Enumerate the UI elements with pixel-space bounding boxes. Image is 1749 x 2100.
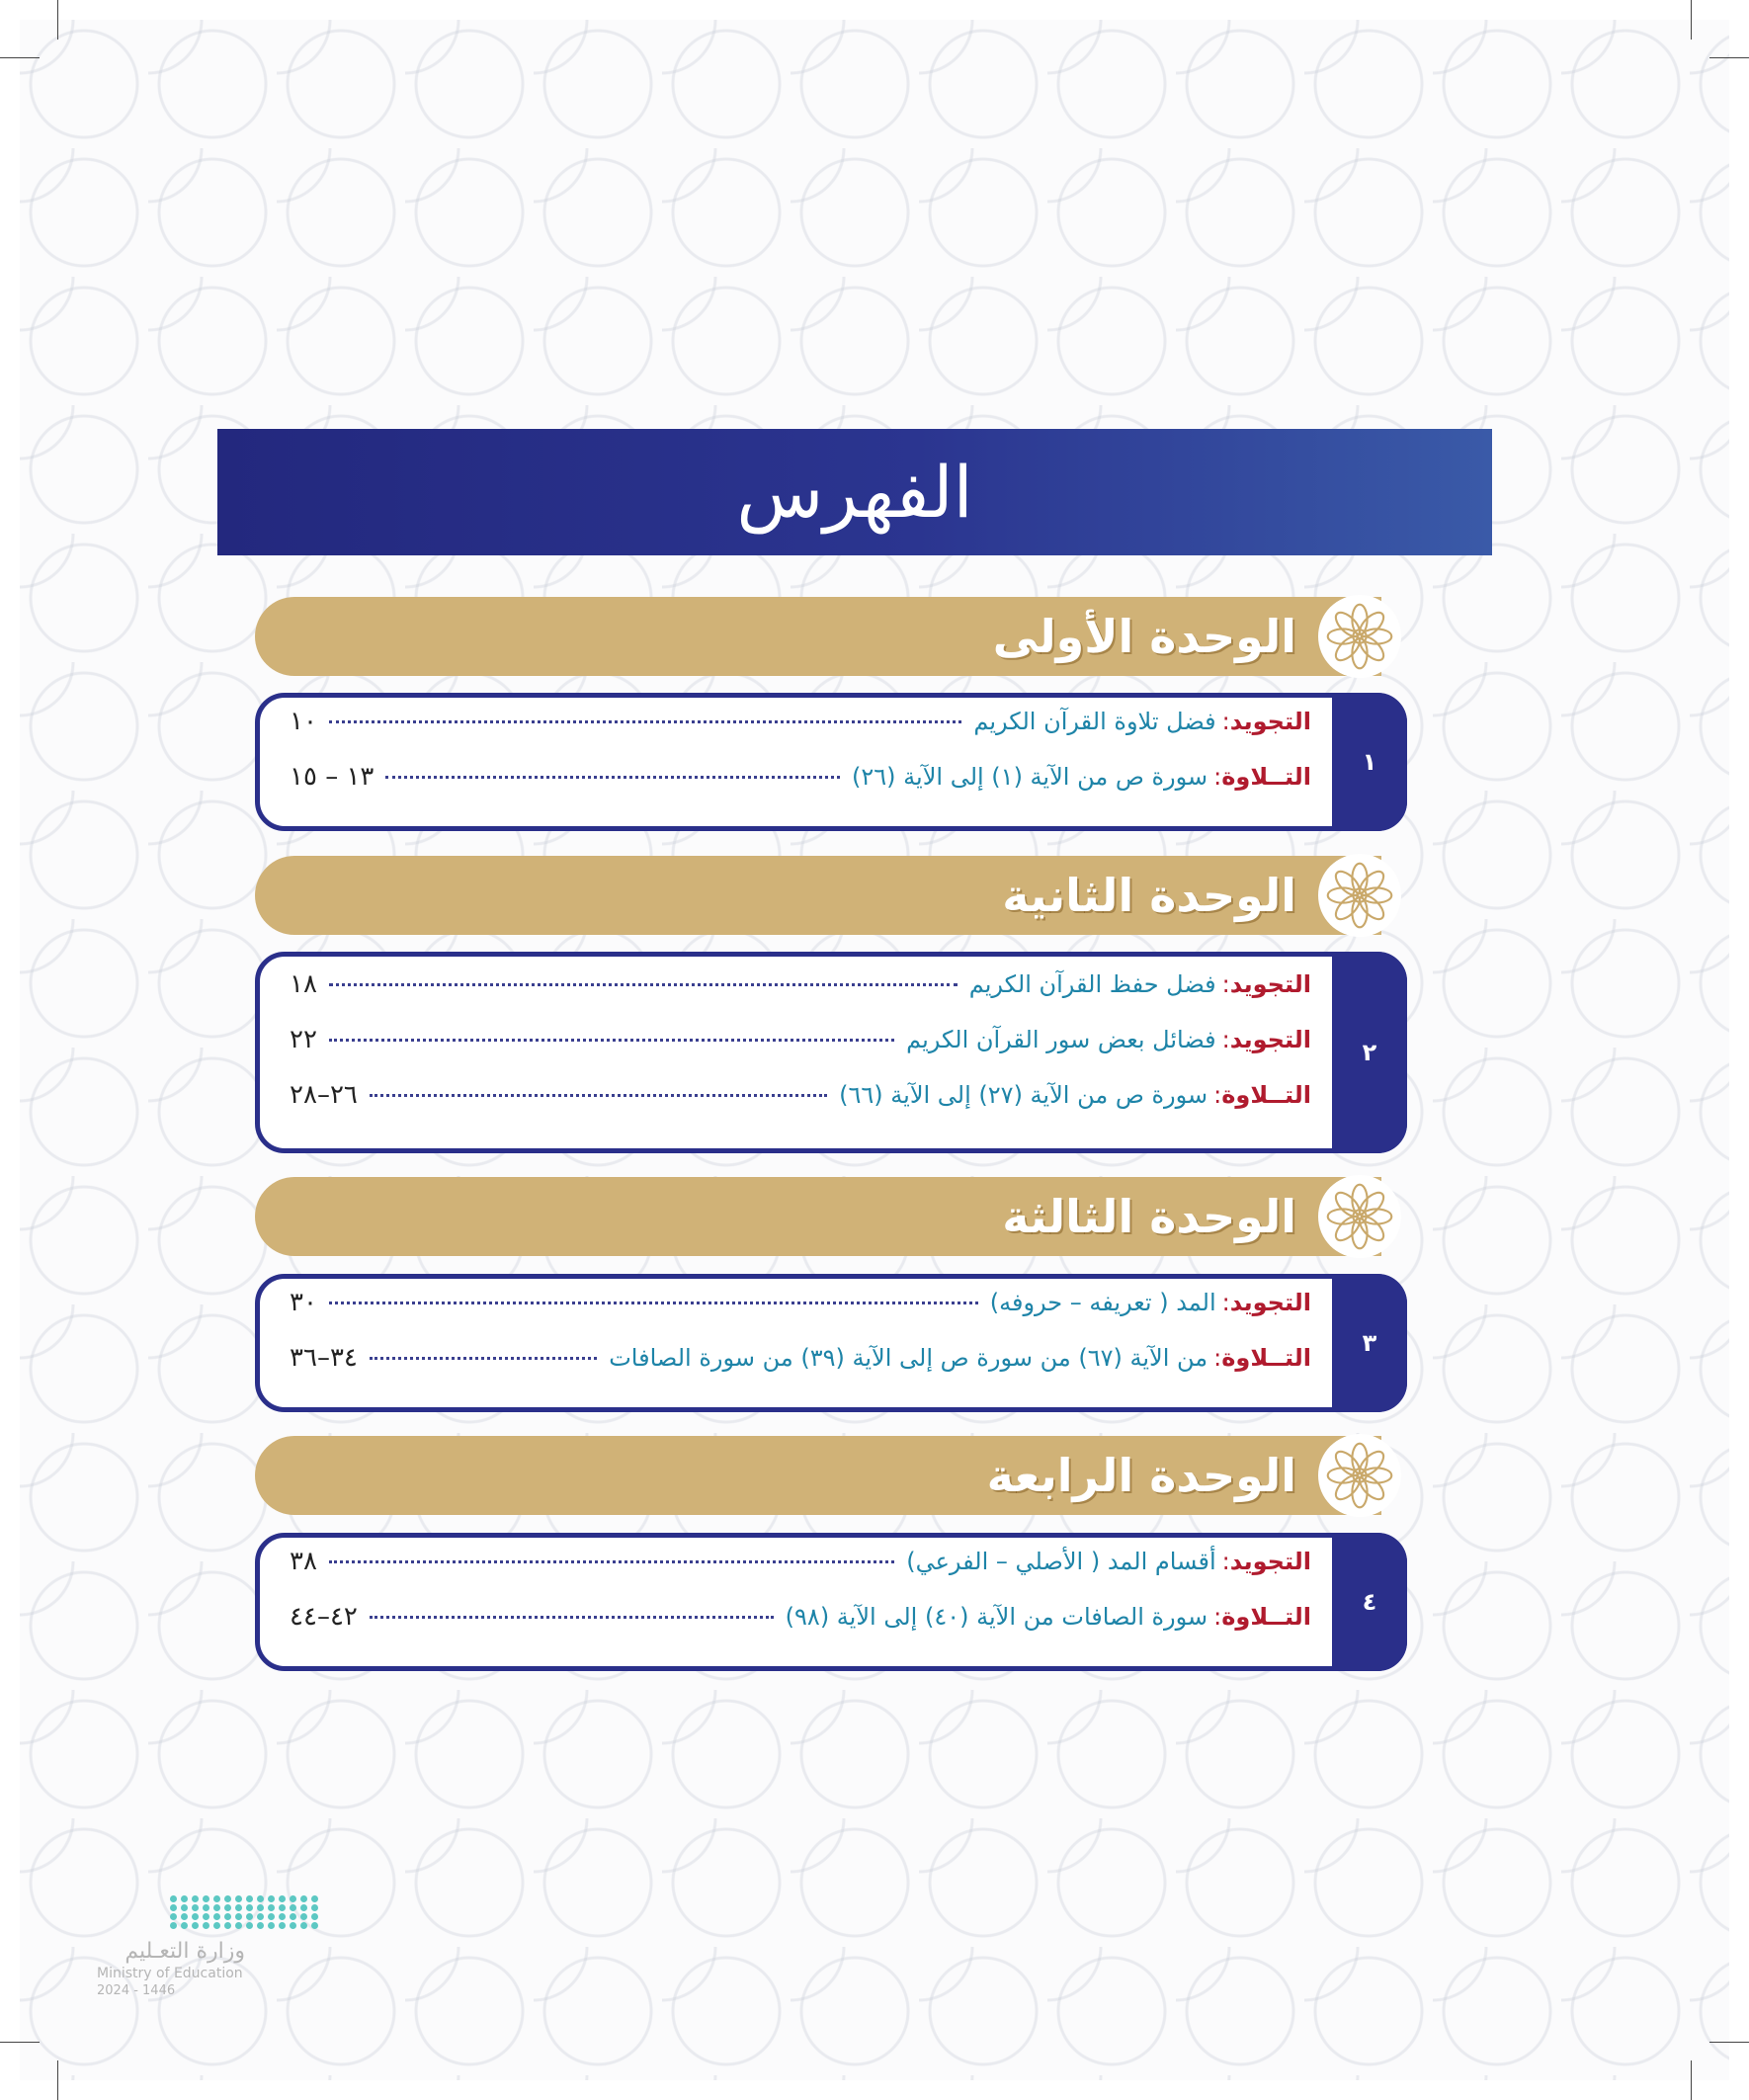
crop-mark [1709,57,1749,58]
logo-year-text: 2024 - 1446 [97,1983,176,1998]
toc-row[interactable] [290,762,1311,817]
dot-leader [370,1094,827,1097]
row-topic: سورة ص من الآية (١) إلى الآية (٢٦) [852,763,1208,791]
dot-leader [329,720,961,723]
unit-title: الوحدة الأولى [992,610,1296,663]
row-topic: من الآية (٦٧) من سورة ص إلى الآية (٣٩) من سورة الصافات [609,1344,1208,1372]
toc-row[interactable] [290,1602,1311,1657]
row-category: التــلاوة [1221,1603,1311,1631]
dot-leader [329,1560,894,1563]
crop-mark [57,0,58,40]
unit-box-1 [255,693,1407,831]
row-pages: ١٣ – ١٥ [290,762,375,792]
row-separator: : [1213,1603,1222,1631]
unit-title: الوحدة الثانية [1002,869,1296,922]
flower-ornament-icon [1318,854,1401,937]
toc-row[interactable] [290,707,1311,762]
crop-mark [1709,2042,1749,2043]
row-category: التجويد [1229,970,1311,998]
row-category: التجويد [1229,708,1311,735]
row-separator: : [1221,970,1230,998]
row-category: التــلاوة [1221,1081,1311,1109]
row-topic: المد ( تعريفه – حروفه) [989,1289,1216,1316]
unit-title: الوحدة الثالثة [1002,1190,1296,1243]
row-category: التجويد [1229,1289,1311,1316]
toc-row[interactable] [290,969,1311,1025]
logo-arabic-text: وزارة التعـليم [125,1939,245,1964]
flower-ornament-icon [1318,1175,1401,1258]
row-topic: فضل تلاوة القرآن الكريم [973,708,1216,735]
unit-banner-1[interactable] [255,597,1401,676]
row-separator: : [1213,763,1222,791]
unit-title: الوحدة الرابعة [986,1449,1296,1502]
row-topic: فضل حفظ القرآن الكريم [968,970,1216,998]
unit-box-4 [255,1533,1407,1671]
row-pages: ٢٢ [290,1025,317,1054]
ministry-logo [97,1895,320,1998]
unit-banner-4[interactable] [255,1436,1401,1515]
logo-english-text: Ministry of Education [97,1966,243,1981]
row-separator: : [1221,1289,1230,1316]
dot-leader [385,776,840,779]
row-pages: ٣٤–٣٦ [290,1343,358,1373]
flower-ornament-icon [1318,595,1401,678]
toc-row[interactable] [290,1288,1311,1343]
unit-number: ٣ [1332,1274,1407,1412]
row-separator: : [1221,1548,1230,1575]
row-pages: ١٨ [290,969,317,999]
flower-ornament-icon [1318,1434,1401,1517]
row-topic: فضائل بعض سور القرآن الكريم [906,1026,1216,1053]
row-category: التجويد [1229,1548,1311,1575]
logo-dots-icon [170,1895,320,1929]
row-pages: ٤٢–٤٤ [290,1602,358,1632]
row-topic: سورة الصافات من الآية (٤٠) إلى الآية (٩٨) [785,1603,1208,1631]
crop-mark [0,2042,40,2043]
unit-number: ٤ [1332,1533,1407,1671]
row-pages: ١٠ [290,707,317,736]
row-pages: ٢٦–٢٨ [290,1080,358,1110]
toc-row[interactable] [290,1025,1311,1080]
title-bar [217,429,1492,555]
toc-row[interactable] [290,1547,1311,1602]
row-separator: : [1221,708,1230,735]
unit-box-2 [255,952,1407,1153]
row-category: التــلاوة [1221,763,1311,791]
row-separator: : [1213,1081,1222,1109]
dot-leader [329,983,958,986]
row-separator: : [1213,1344,1222,1372]
row-pages: ٣٨ [290,1547,317,1576]
crop-mark [57,2060,58,2100]
unit-banner-3[interactable] [255,1177,1401,1256]
dot-leader [329,1039,894,1042]
unit-number: ٢ [1332,952,1407,1153]
dot-leader [370,1616,774,1619]
row-topic: سورة ص من الآية (٢٧) إلى الآية (٦٦) [839,1081,1208,1109]
row-category: التــلاوة [1221,1344,1311,1372]
unit-number: ١ [1332,693,1407,831]
page-title: الفهرس [736,451,973,534]
row-pages: ٣٠ [290,1288,317,1317]
dot-leader [329,1302,978,1304]
row-topic: أقسام المد ( الأصلي – الفرعي) [906,1548,1216,1575]
unit-box-3 [255,1274,1407,1412]
row-separator: : [1221,1026,1230,1053]
crop-mark [1691,0,1692,40]
toc-row[interactable] [290,1080,1311,1135]
crop-mark [0,57,40,58]
crop-mark [1691,2060,1692,2100]
unit-banner-2[interactable] [255,856,1401,935]
row-category: التجويد [1229,1026,1311,1053]
dot-leader [370,1357,597,1360]
toc-row[interactable] [290,1343,1311,1398]
